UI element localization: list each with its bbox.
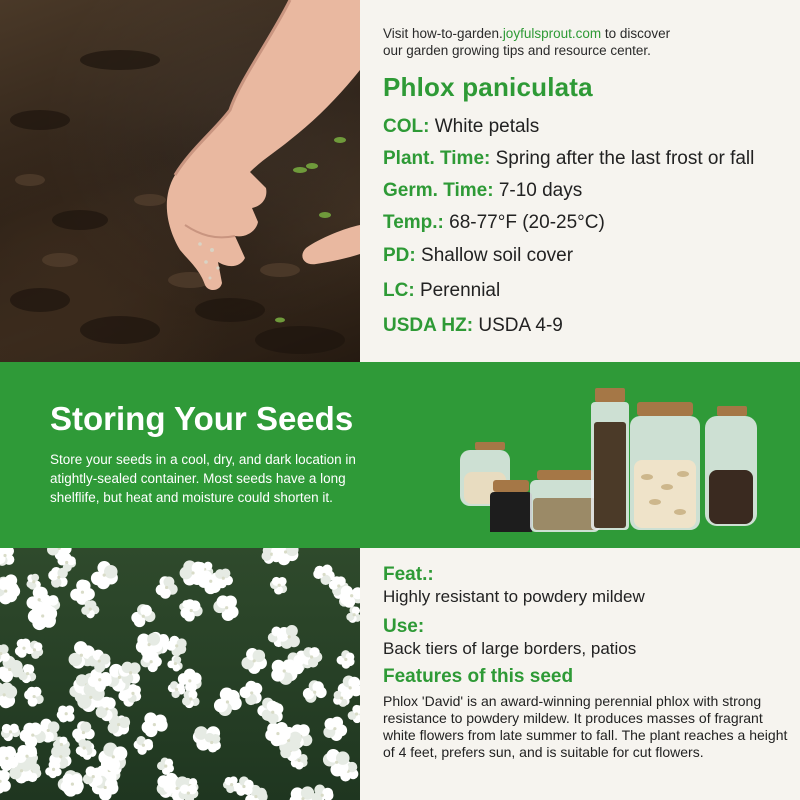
spec-key: Germ. Time: (383, 180, 494, 201)
spec-key: LC: (383, 280, 415, 301)
spec-germ-time (383, 180, 582, 202)
hand-sowing-seeds-photo (0, 0, 360, 362)
plant-info-panel (383, 0, 800, 362)
species-title: Phlox paniculata (383, 72, 593, 102)
use-label: Use: (383, 616, 425, 637)
white-phlox-flowers-photo (0, 548, 360, 800)
storing-seeds-title: Storing Your Seeds (50, 400, 354, 437)
spec-value: White petals (434, 116, 540, 137)
features-panel (383, 548, 800, 800)
spec-value: Shallow soil cover (421, 245, 574, 266)
spec-key: Plant. Time: (383, 148, 491, 169)
spec-key: USDA HZ: (383, 315, 474, 336)
spec-value: Perennial (419, 280, 501, 301)
visit-suffix: to discover (601, 26, 671, 41)
visit-note (383, 25, 670, 59)
spec-key: COL: (383, 116, 430, 137)
seed-jars-photo (455, 382, 765, 532)
visit-line2: our garden growing tips and resource center. (383, 43, 651, 58)
spec-color (383, 116, 539, 138)
spec-plant-time (383, 148, 754, 170)
visit-link[interactable]: joyfulsprout.com (502, 26, 602, 41)
spec-value: USDA 4-9 (478, 315, 563, 336)
features-text: Phlox 'David' is an award-winning perennial phlox with strong resistance to powdery mildew. It produces masses of fragrant white flowers from late summer to fall. The plant reaches a height of 4 feet, prefers sun, and is suitable for cut flowers. (383, 693, 788, 760)
use-value: Back tiers of large borders, patios (383, 639, 637, 658)
spec-life-cycle (383, 280, 500, 302)
storing-seeds-band (0, 362, 800, 548)
top-section (0, 0, 800, 362)
feat-value: Highly resistant to powdery mildew (383, 587, 645, 606)
spec-planting-depth (383, 245, 573, 267)
features-title: Features of this seed (383, 666, 574, 687)
spec-temperature (383, 212, 605, 234)
spec-value: 7-10 days (498, 180, 583, 201)
spec-value: Spring after the last frost or fall (495, 148, 755, 169)
storing-seeds-text: Store your seeds in a cool, dry, and dark location in atightly-sealed container. Most seeds have a long shelflife, but heat and moisture could shorten it. (50, 452, 356, 505)
visit-prefix: Visit how-to-garden. (383, 26, 503, 41)
spec-key: PD: (383, 245, 416, 266)
spec-key: Temp.: (383, 212, 444, 233)
feat-label: Feat.: (383, 564, 434, 585)
spec-usda-zone (383, 315, 563, 337)
spec-value: 68-77°F (20-25°C) (449, 212, 605, 233)
